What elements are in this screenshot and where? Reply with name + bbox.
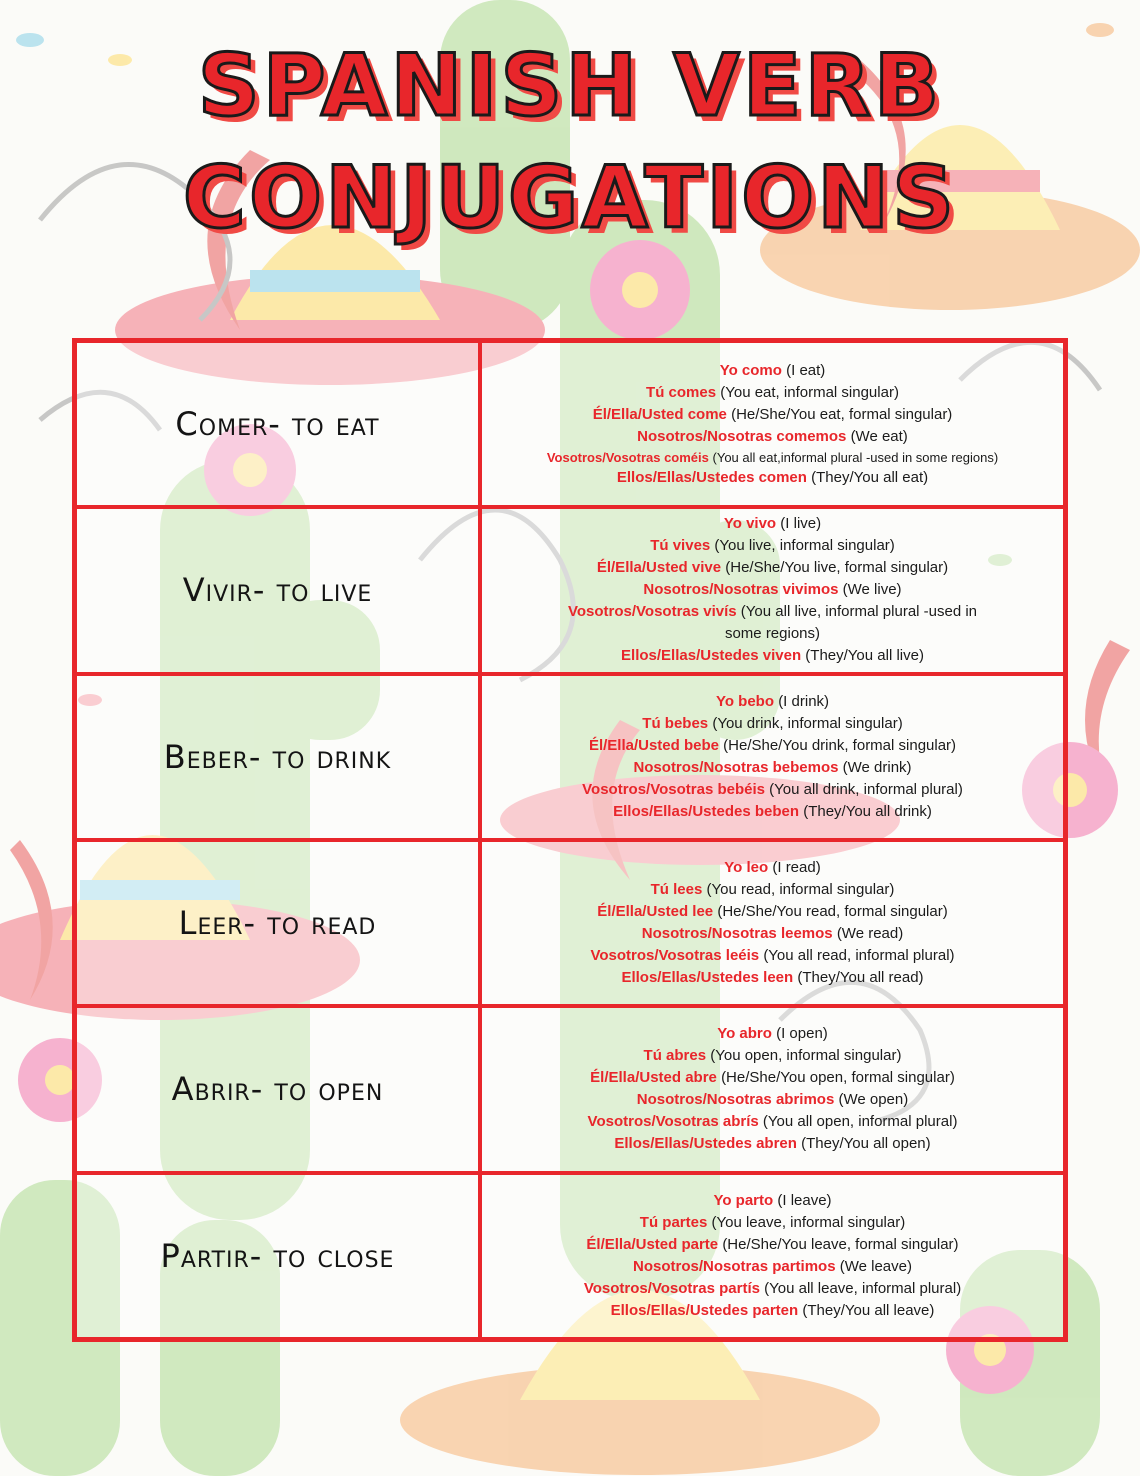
conjugation-cell xyxy=(480,1006,1065,1172)
verb-label: Comer- to eat xyxy=(175,405,380,444)
spanish-form: Nosotros/Nosotras partimos xyxy=(633,1257,836,1275)
english-gloss: (We open) xyxy=(838,1091,909,1109)
conjugation-line xyxy=(588,1111,958,1133)
spanish-form: Yo abro xyxy=(717,1025,772,1043)
spanish-form: Él/Ella/Usted abre xyxy=(590,1069,717,1087)
english-gloss: (You leave, informal singular) xyxy=(711,1213,906,1231)
verb-cell xyxy=(75,674,480,840)
conjugation-line xyxy=(590,1067,955,1089)
spanish-form: Ellos/Ellas/Ustedes comen xyxy=(616,468,807,486)
english-gloss: (You all open, informal plural) xyxy=(762,1113,958,1131)
english-gloss: (They/You all open) xyxy=(801,1135,931,1153)
conjugation-line xyxy=(724,857,820,879)
spanish-form: Yo como xyxy=(719,361,782,379)
english-gloss: (I leave) xyxy=(777,1191,832,1209)
english-gloss: (You all live, informal plural -used in some regions) xyxy=(724,603,978,643)
conjugation-line xyxy=(597,557,948,579)
conjugation-line xyxy=(589,735,956,757)
verb-cell xyxy=(75,507,480,673)
english-gloss: (We live) xyxy=(842,581,902,599)
conjugation-line xyxy=(637,1089,908,1111)
conjugation-line xyxy=(713,1190,831,1212)
english-gloss: (You open, informal singular) xyxy=(710,1047,902,1065)
conjugation-line xyxy=(597,901,947,923)
conjugation-cell xyxy=(480,674,1065,840)
title-line-1: SPANISH VERB xyxy=(197,36,943,136)
conjugation-line xyxy=(642,713,902,735)
conjugation-line xyxy=(720,360,826,382)
spanish-form: Nosotros/Nosotras leemos xyxy=(641,925,833,943)
spanish-form: Nosotros/Nosotras bebemos xyxy=(633,758,839,776)
conjugation-cell xyxy=(480,341,1065,507)
english-gloss: (You all read, informal plural) xyxy=(763,947,955,965)
spanish-form: Yo parto xyxy=(713,1191,774,1209)
verb-label: Vivir- to live xyxy=(182,571,373,610)
spanish-form: Nosotros/Nosotras abrimos xyxy=(636,1091,835,1109)
spanish-form: Nosotros/Nosotras vivimos xyxy=(643,581,839,599)
conjugation-line xyxy=(716,691,829,713)
conjugation-line xyxy=(621,645,924,667)
conjugation-line xyxy=(633,1256,912,1278)
conjugation-line xyxy=(584,1278,961,1300)
conjugation-line xyxy=(621,967,923,989)
english-gloss: (You live, informal singular) xyxy=(714,537,895,555)
spanish-form: Él/Ella/Usted come xyxy=(592,405,727,423)
english-gloss: (They/You all read) xyxy=(797,969,924,987)
english-gloss: (He/She/You open, formal singular) xyxy=(721,1069,955,1087)
conjugation-line xyxy=(646,382,899,404)
conjugation-line xyxy=(558,601,988,645)
title-line-2: CONJUGATIONS xyxy=(182,148,958,248)
conjugation-cell xyxy=(480,1173,1065,1339)
verb-label: Leer- to read xyxy=(178,904,377,943)
english-gloss: (They/You all drink) xyxy=(803,802,932,820)
spanish-form: Nosotros/Nosotras comemos xyxy=(637,427,847,445)
english-gloss: (He/She/You leave, formal singular) xyxy=(722,1235,959,1253)
conjugation-cell xyxy=(480,507,1065,673)
spanish-form: Ellos/Ellas/Ustedes beben xyxy=(613,802,800,820)
english-gloss: (We read) xyxy=(836,925,904,943)
spanish-form: Yo vivo xyxy=(723,515,777,533)
spanish-form: Él/Ella/Usted lee xyxy=(597,903,714,921)
spanish-form: Él/Ella/Usted parte xyxy=(586,1235,719,1253)
english-gloss: (He/She/You drink, formal singular) xyxy=(723,736,957,754)
conjugation-line xyxy=(586,1234,958,1256)
conjugation-line xyxy=(637,426,908,448)
conjugation-line xyxy=(643,579,901,601)
spanish-form: Tú comes xyxy=(646,383,717,401)
spanish-form: Tú partes xyxy=(639,1213,708,1231)
english-gloss: (You all leave, informal plural) xyxy=(764,1279,962,1297)
english-gloss: (They/You all eat) xyxy=(811,468,929,486)
spanish-form: Él/Ella/Usted bebe xyxy=(588,736,719,754)
english-gloss: (We leave) xyxy=(839,1257,912,1275)
conjugation-line xyxy=(717,1023,828,1045)
spanish-form: Ellos/Ellas/Ustedes parten xyxy=(610,1301,799,1319)
english-gloss: (We eat) xyxy=(850,427,908,445)
english-gloss: (You all drink, informal plural) xyxy=(769,780,963,798)
spanish-form: Vosotros/Vosotras partís xyxy=(583,1279,760,1297)
verb-cell xyxy=(75,341,480,507)
conjugation-line xyxy=(582,779,963,801)
spanish-form: Tú abres xyxy=(643,1047,707,1065)
verb-cell xyxy=(75,840,480,1006)
conjugation-line xyxy=(611,1300,935,1322)
verb-cell xyxy=(75,1173,480,1339)
english-gloss: (You eat, informal singular) xyxy=(720,383,899,401)
conjugation-line xyxy=(613,801,932,823)
english-gloss: (I open) xyxy=(776,1025,828,1043)
spanish-form: Ellos/Ellas/Ustedes abren xyxy=(614,1135,797,1153)
spanish-form: Vosotros/Vosotras bebéis xyxy=(582,780,765,798)
english-gloss: (He/She/You live, formal singular) xyxy=(725,559,949,577)
english-gloss: (I read) xyxy=(772,859,821,877)
english-gloss: (We drink) xyxy=(842,758,912,776)
spanish-form: Yo leo xyxy=(724,859,769,877)
spanish-form: Tú lees xyxy=(650,881,703,899)
spanish-form: Vosotros/Vosotras leéis xyxy=(590,947,760,965)
conjugation-line xyxy=(642,923,903,945)
spanish-form: Tú vives xyxy=(650,537,711,555)
conjugation-line xyxy=(650,535,895,557)
verb-cell xyxy=(75,1006,480,1172)
conjugation-line xyxy=(651,879,895,901)
english-gloss: (I eat) xyxy=(786,361,826,379)
conjugation-line xyxy=(633,757,911,779)
spanish-form: Yo bebo xyxy=(715,692,775,710)
english-gloss: (You read, informal singular) xyxy=(706,881,895,899)
english-gloss: (I live) xyxy=(780,515,822,533)
english-gloss: (He/She/You eat, formal singular) xyxy=(731,405,953,423)
english-gloss: (They/You all leave) xyxy=(802,1301,935,1319)
conjugation-line xyxy=(593,404,953,426)
conjugation-cell xyxy=(480,840,1065,1006)
page-title xyxy=(0,30,1140,254)
english-gloss: (They/You all live) xyxy=(805,647,924,665)
conjugation-line xyxy=(590,945,954,967)
conjugation-line xyxy=(644,1045,902,1067)
spanish-form: Vosotros/Vosotras abrís xyxy=(587,1113,759,1131)
spanish-form: Él/Ella/Usted vive xyxy=(596,559,722,577)
conjugation-line xyxy=(617,467,928,489)
spanish-form: Ellos/Ellas/Ustedes leen xyxy=(621,969,794,987)
conjugation-line xyxy=(614,1133,930,1155)
spanish-form: Vosotros/Vosotras vivís xyxy=(567,603,737,621)
english-gloss: (I drink) xyxy=(778,692,830,710)
conjugation-line xyxy=(547,448,998,467)
conjugation-line xyxy=(640,1212,905,1234)
english-gloss: (He/She/You read, formal singular) xyxy=(717,903,948,921)
spanish-form: Ellos/Ellas/Ustedes viven xyxy=(621,647,802,665)
english-gloss: (You drink, informal singular) xyxy=(712,714,903,732)
spanish-form: Vosotros/Vosotras coméis xyxy=(546,449,709,465)
english-gloss: (You all eat,informal plural -used in some regions) xyxy=(712,449,999,465)
verb-label: Abrir- to open xyxy=(171,1070,384,1109)
verb-label: Beber- to drink xyxy=(163,737,392,776)
conjugation-table xyxy=(72,338,1068,1342)
spanish-form: Tú bebes xyxy=(642,714,709,732)
verb-label: Partir- to close xyxy=(160,1236,395,1275)
conjugation-line xyxy=(724,513,821,535)
